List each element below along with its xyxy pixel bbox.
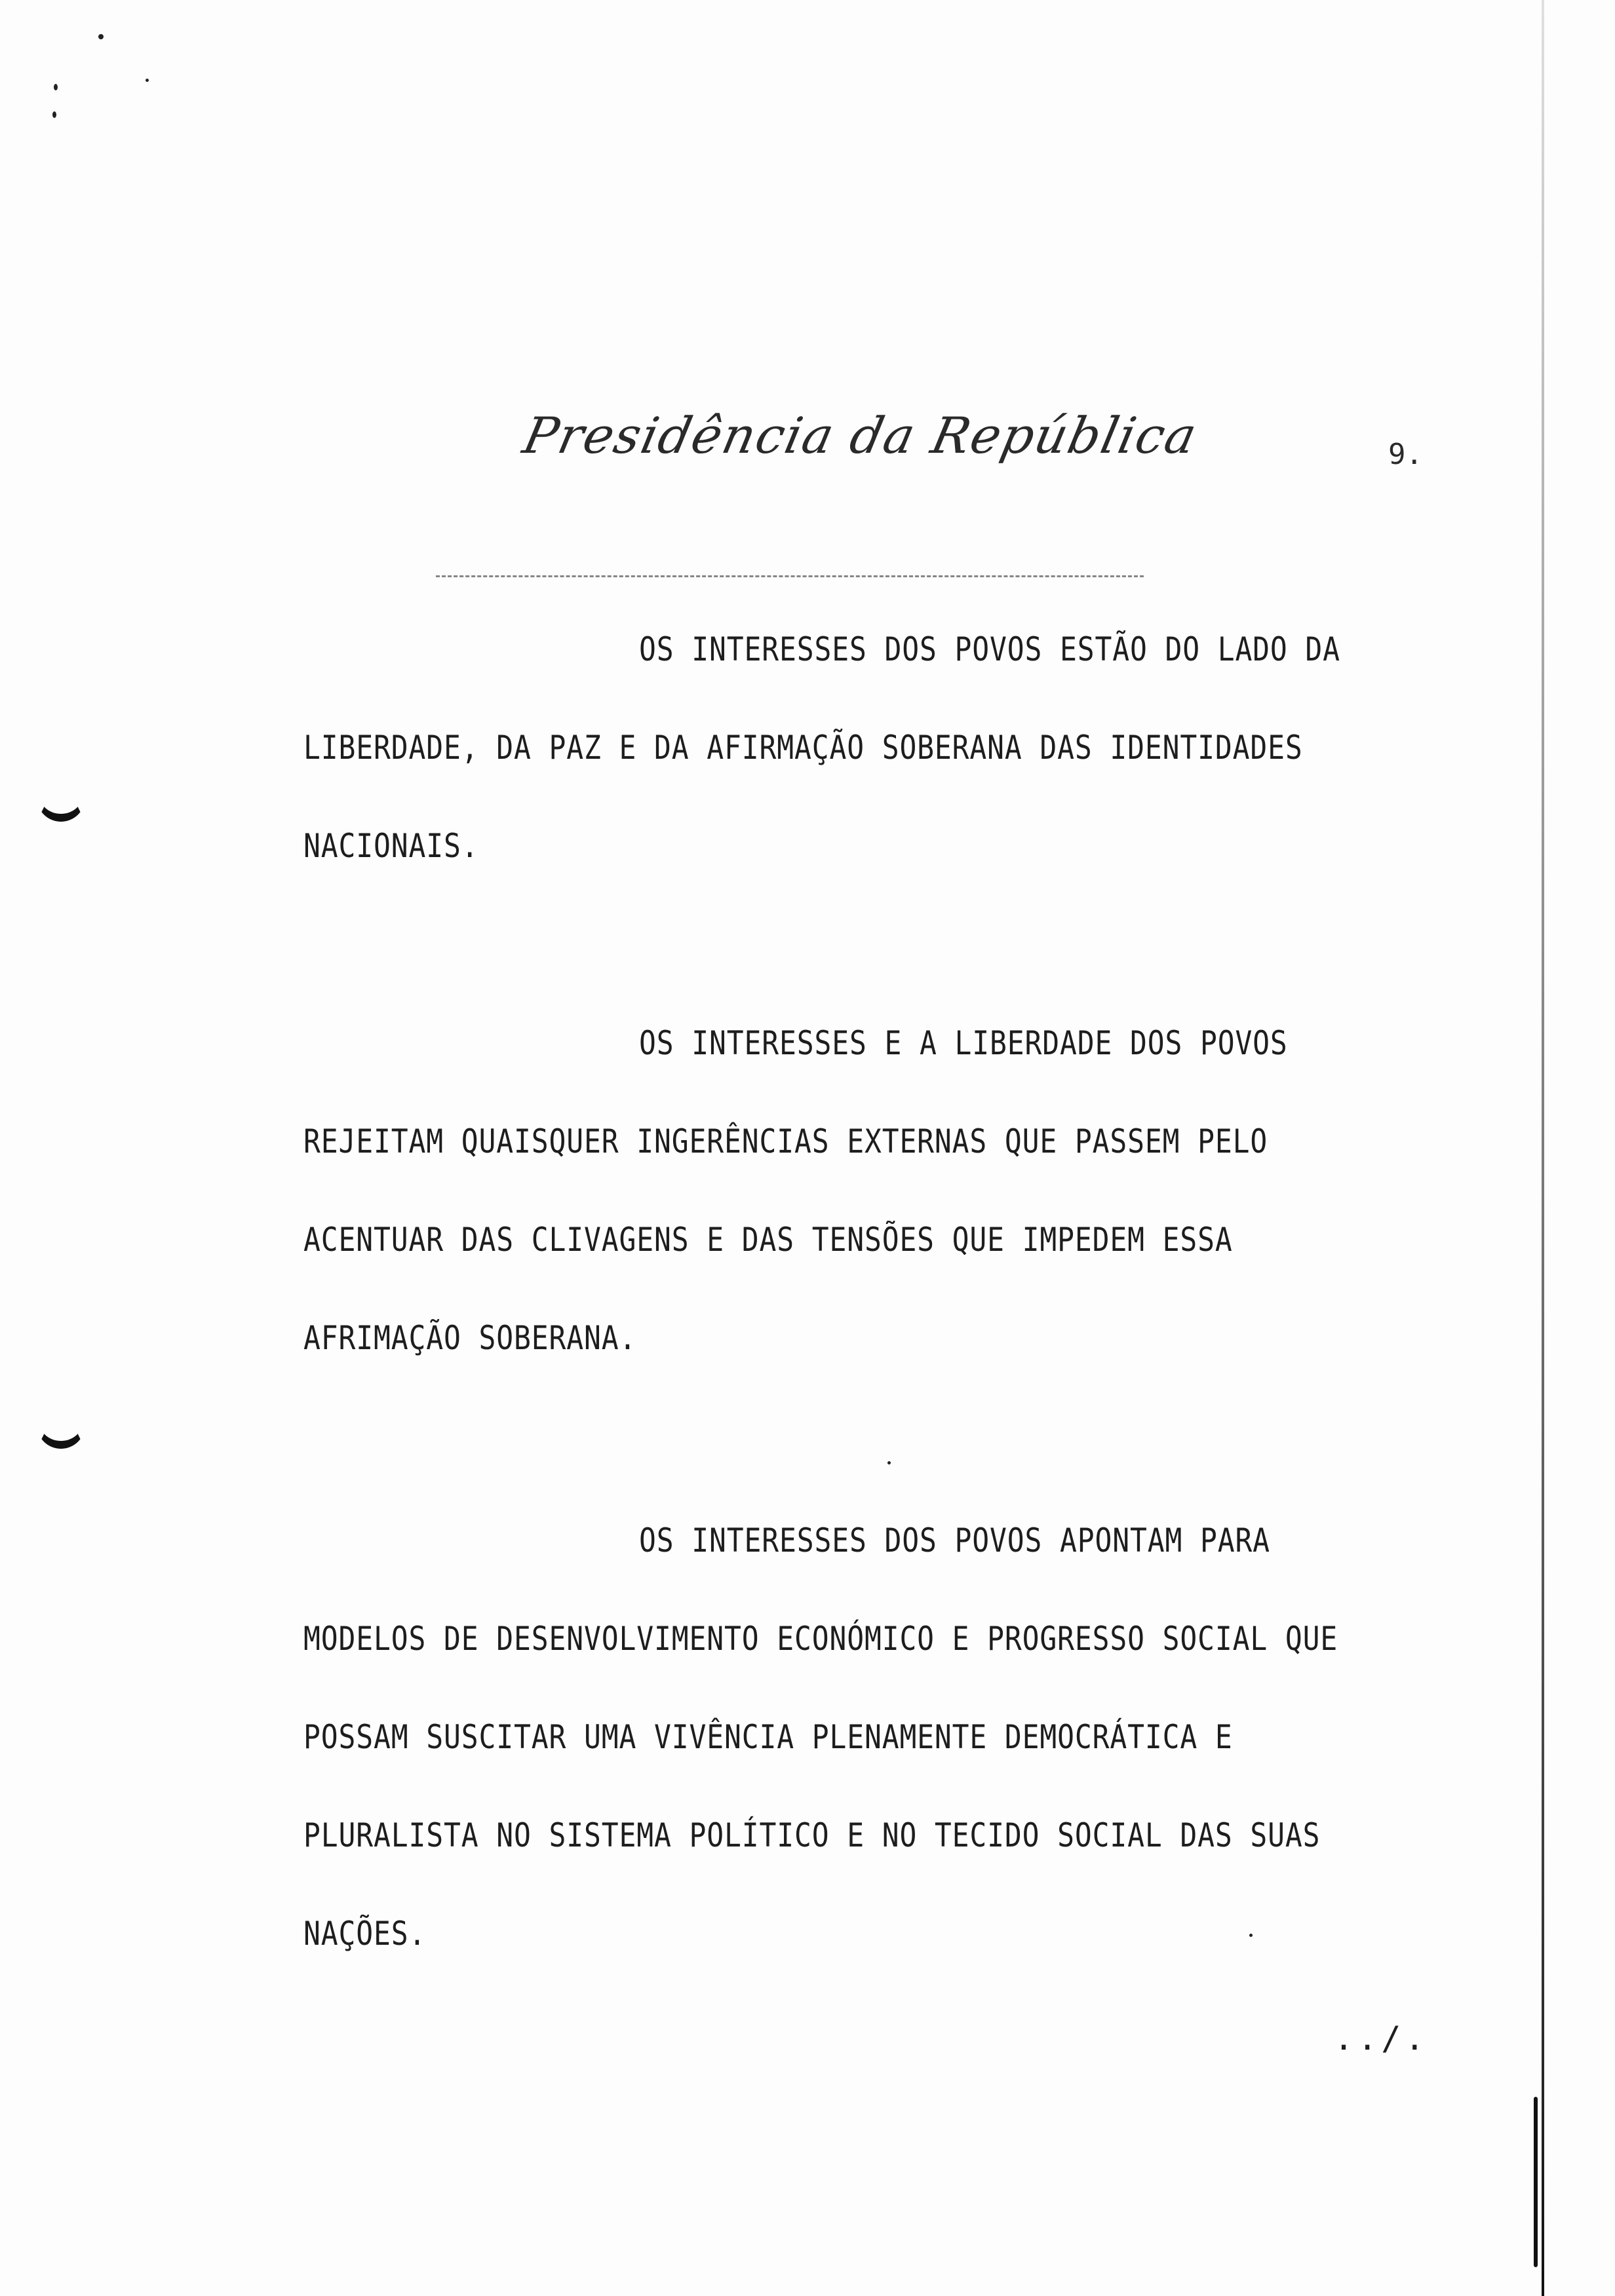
paragraph-2-line-3: ACENTUAR DAS CLIVAGENS E DAS TENSÕES QUE IMPEDEM ESSA: [303, 1221, 1233, 1259]
paragraph-1-line-3: NACIONAIS.: [303, 827, 479, 865]
header-divider: [436, 575, 1144, 577]
paragraph-3-line-2: MODELOS DE DESENVOLVIMENTO ECONÓMICO E PROGRESSO SOCIAL QUE: [303, 1620, 1338, 1658]
punch-hole-mark-top: [37, 792, 85, 822]
paragraph-1-line-1: OS INTERESSES DOS POVOS ESTÃO DO LADO DA: [639, 630, 1340, 668]
scan-speck: [1249, 1934, 1253, 1937]
paragraph-2-line-4: AFRIMAÇÃO SOBERANA.: [303, 1319, 637, 1357]
paragraph-3-line-5: NAÇÕES.: [303, 1915, 427, 1953]
page-edge-shadow: [1542, 0, 1544, 2296]
paragraph-2-line-1: OS INTERESSES E A LIBERDADE DOS POVOS: [639, 1024, 1288, 1062]
scan-speck: [52, 111, 56, 118]
punch-hole-mark-bottom: [37, 1419, 85, 1449]
paragraph-3-line-4: PLURALISTA NO SISTEMA POLÍTICO E NO TECIDO SOCIAL DAS SUAS: [303, 1816, 1321, 1854]
continuation-mark: ../.: [1334, 2019, 1429, 2057]
page-number: 9.: [1388, 438, 1423, 471]
scan-speck: [54, 84, 58, 90]
scan-speck: [98, 34, 104, 39]
scan-speck: [887, 1461, 891, 1464]
paragraph-1-line-2: LIBERDADE, DA PAZ E DA AFIRMAÇÃO SOBERANA DAS IDENTIDADES: [303, 729, 1303, 767]
scan-speck: [146, 79, 149, 82]
paragraph-3-line-1: OS INTERESSES DOS POVOS APONTAM PARA: [639, 1521, 1270, 1559]
paragraph-2-line-2: REJEITAM QUAISQUER INGERÊNCIAS EXTERNAS QUE PASSEM PELO: [303, 1122, 1268, 1160]
letterhead-title: Presidência da República: [518, 406, 1203, 465]
paragraph-3-line-3: POSSAM SUSCITAR UMA VIVÊNCIA PLENAMENTE DEMOCRÁTICA E: [303, 1718, 1233, 1756]
page-edge-shadow-bottom: [1534, 2097, 1538, 2267]
